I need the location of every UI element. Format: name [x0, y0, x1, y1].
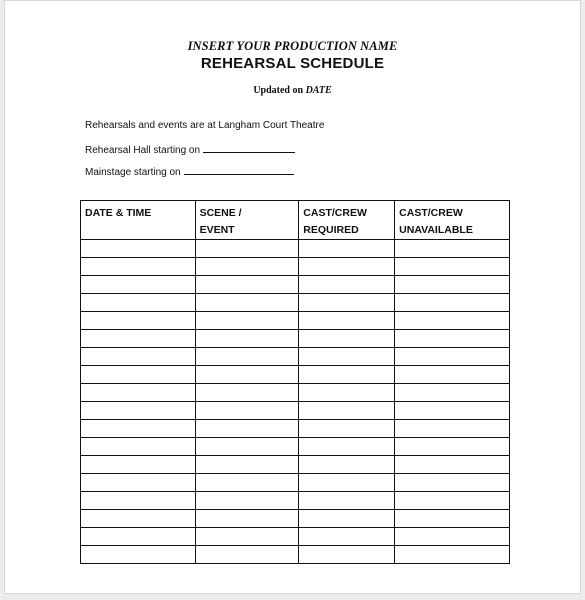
date-time-cell[interactable]: [81, 312, 196, 330]
scene-event-cell[interactable]: [195, 276, 299, 294]
scene-event-cell[interactable]: [195, 402, 299, 420]
scene-event-cell[interactable]: [195, 348, 299, 366]
cast-crew-required-cell[interactable]: [299, 438, 395, 456]
table-row: [81, 258, 510, 276]
rehearsal-hall-date-blank[interactable]: [203, 143, 295, 153]
cast-crew-required-cell[interactable]: [299, 546, 395, 564]
table-row: [81, 294, 510, 312]
date-time-cell[interactable]: [81, 294, 196, 312]
cast-crew-unavailable-cell[interactable]: [395, 456, 510, 474]
cast-crew-unavailable-cell[interactable]: [395, 294, 510, 312]
cast-crew-unavailable-cell[interactable]: [395, 330, 510, 348]
cast-crew-required-cell[interactable]: [299, 384, 395, 402]
cast-crew-required-cell[interactable]: [299, 330, 395, 348]
table-row: [81, 420, 510, 438]
scene-event-cell[interactable]: [195, 240, 299, 258]
venue-text: Rehearsals and events are at Langham Court Theatre: [85, 120, 325, 131]
cast-crew-required-cell[interactable]: [299, 312, 395, 330]
date-time-cell[interactable]: [81, 330, 196, 348]
date-time-cell[interactable]: [81, 510, 196, 528]
schedule-table-body: [81, 240, 510, 564]
header-scene-event-line2: EVENT: [199, 224, 235, 236]
table-row: [81, 492, 510, 510]
cast-crew-required-cell[interactable]: [299, 528, 395, 546]
cast-crew-required-cell[interactable]: [299, 258, 395, 276]
date-time-cell[interactable]: [81, 402, 196, 420]
date-time-cell[interactable]: [81, 456, 196, 474]
cast-crew-required-cell[interactable]: [299, 348, 395, 366]
date-time-cell[interactable]: [81, 420, 196, 438]
scene-event-cell[interactable]: [195, 456, 299, 474]
date-time-cell[interactable]: [81, 384, 196, 402]
cast-crew-required-cell[interactable]: [299, 294, 395, 312]
header-cast-crew-unavailable: [395, 201, 510, 240]
table-row: [81, 348, 510, 366]
scene-event-cell[interactable]: [195, 258, 299, 276]
table-row: [81, 510, 510, 528]
scene-event-cell[interactable]: [195, 384, 299, 402]
header-cast-crew-unavailable-line1: CAST/CREW: [399, 207, 463, 219]
cast-crew-required-cell[interactable]: [299, 240, 395, 258]
table-row: [81, 402, 510, 420]
cast-crew-required-cell[interactable]: [299, 492, 395, 510]
scene-event-cell[interactable]: [195, 330, 299, 348]
cast-crew-required-cell[interactable]: [299, 510, 395, 528]
rehearsal-hall-label: Rehearsal Hall starting on: [85, 145, 201, 156]
updated-line: [5, 85, 580, 96]
cast-crew-unavailable-cell[interactable]: [395, 384, 510, 402]
scene-event-cell[interactable]: [195, 528, 299, 546]
cast-crew-required-cell[interactable]: [299, 366, 395, 384]
cast-crew-unavailable-cell[interactable]: [395, 492, 510, 510]
header-date-time-line1: DATE & TIME: [85, 207, 152, 219]
table-row: [81, 366, 510, 384]
table-header-row: [81, 201, 510, 240]
table-row: [81, 330, 510, 348]
cast-crew-unavailable-cell[interactable]: [395, 474, 510, 492]
cast-crew-required-cell[interactable]: [299, 276, 395, 294]
cast-crew-unavailable-cell[interactable]: [395, 546, 510, 564]
scene-event-cell[interactable]: [195, 546, 299, 564]
cast-crew-unavailable-cell[interactable]: [395, 258, 510, 276]
cast-crew-unavailable-cell[interactable]: [395, 240, 510, 258]
cast-crew-unavailable-cell[interactable]: [395, 528, 510, 546]
scene-event-cell[interactable]: [195, 366, 299, 384]
date-time-cell[interactable]: [81, 474, 196, 492]
page-title: REHEARSAL SCHEDULE: [200, 55, 385, 72]
document-page: [4, 0, 581, 594]
mainstage-line: [85, 165, 294, 178]
date-time-cell[interactable]: [81, 258, 196, 276]
table-row: [81, 456, 510, 474]
scene-event-cell[interactable]: [195, 312, 299, 330]
header-scene-event-line1: SCENE /: [199, 207, 242, 219]
header-cast-crew-required-line1: CAST/CREW: [303, 207, 367, 219]
scene-event-cell[interactable]: [195, 474, 299, 492]
venue-line: [85, 120, 324, 131]
date-time-cell[interactable]: [81, 348, 196, 366]
production-name: INSERT YOUR PRODUCTION NAME: [187, 39, 398, 53]
cast-crew-required-cell[interactable]: [299, 474, 395, 492]
cast-crew-unavailable-cell[interactable]: [395, 366, 510, 384]
table-row: [81, 384, 510, 402]
scene-event-cell[interactable]: [195, 420, 299, 438]
cast-crew-unavailable-cell[interactable]: [395, 312, 510, 330]
cast-crew-unavailable-cell[interactable]: [395, 348, 510, 366]
scene-event-cell[interactable]: [195, 294, 299, 312]
cast-crew-unavailable-cell[interactable]: [395, 510, 510, 528]
cast-crew-unavailable-cell[interactable]: [395, 438, 510, 456]
header-scene-event: [195, 201, 299, 240]
scene-event-cell[interactable]: [195, 438, 299, 456]
date-time-cell[interactable]: [81, 240, 196, 258]
table-row: [81, 240, 510, 258]
header-date-time: [81, 201, 196, 240]
date-time-cell[interactable]: [81, 546, 196, 564]
cast-crew-unavailable-cell[interactable]: [395, 420, 510, 438]
cast-crew-unavailable-cell[interactable]: [395, 276, 510, 294]
table-row: [81, 546, 510, 564]
mainstage-date-blank[interactable]: [184, 165, 294, 175]
updated-date: DATE: [305, 85, 332, 96]
table-row: [81, 276, 510, 294]
scene-event-cell[interactable]: [195, 510, 299, 528]
table-row: [81, 528, 510, 546]
cast-crew-required-cell[interactable]: [299, 420, 395, 438]
scene-event-cell[interactable]: [195, 492, 299, 510]
cast-crew-required-cell[interactable]: [299, 456, 395, 474]
date-time-cell[interactable]: [81, 492, 196, 510]
updated-prefix: Updated on: [253, 85, 304, 96]
table-row: [81, 312, 510, 330]
header-cast-crew-required-line2: REQUIRED: [303, 224, 359, 236]
date-time-cell[interactable]: [81, 528, 196, 546]
table-row: [81, 438, 510, 456]
mainstage-label: Mainstage starting on: [85, 167, 181, 178]
header-cast-crew-unavailable-line2: UNAVAILABLE: [399, 224, 473, 236]
header-cast-crew-required: [299, 201, 395, 240]
cast-crew-required-cell[interactable]: [299, 402, 395, 420]
date-time-cell[interactable]: [81, 438, 196, 456]
date-time-cell[interactable]: [81, 276, 196, 294]
date-time-cell[interactable]: [81, 366, 196, 384]
cast-crew-unavailable-cell[interactable]: [395, 402, 510, 420]
table-row: [81, 474, 510, 492]
rehearsal-hall-line: [85, 143, 295, 156]
schedule-table: [80, 200, 510, 564]
